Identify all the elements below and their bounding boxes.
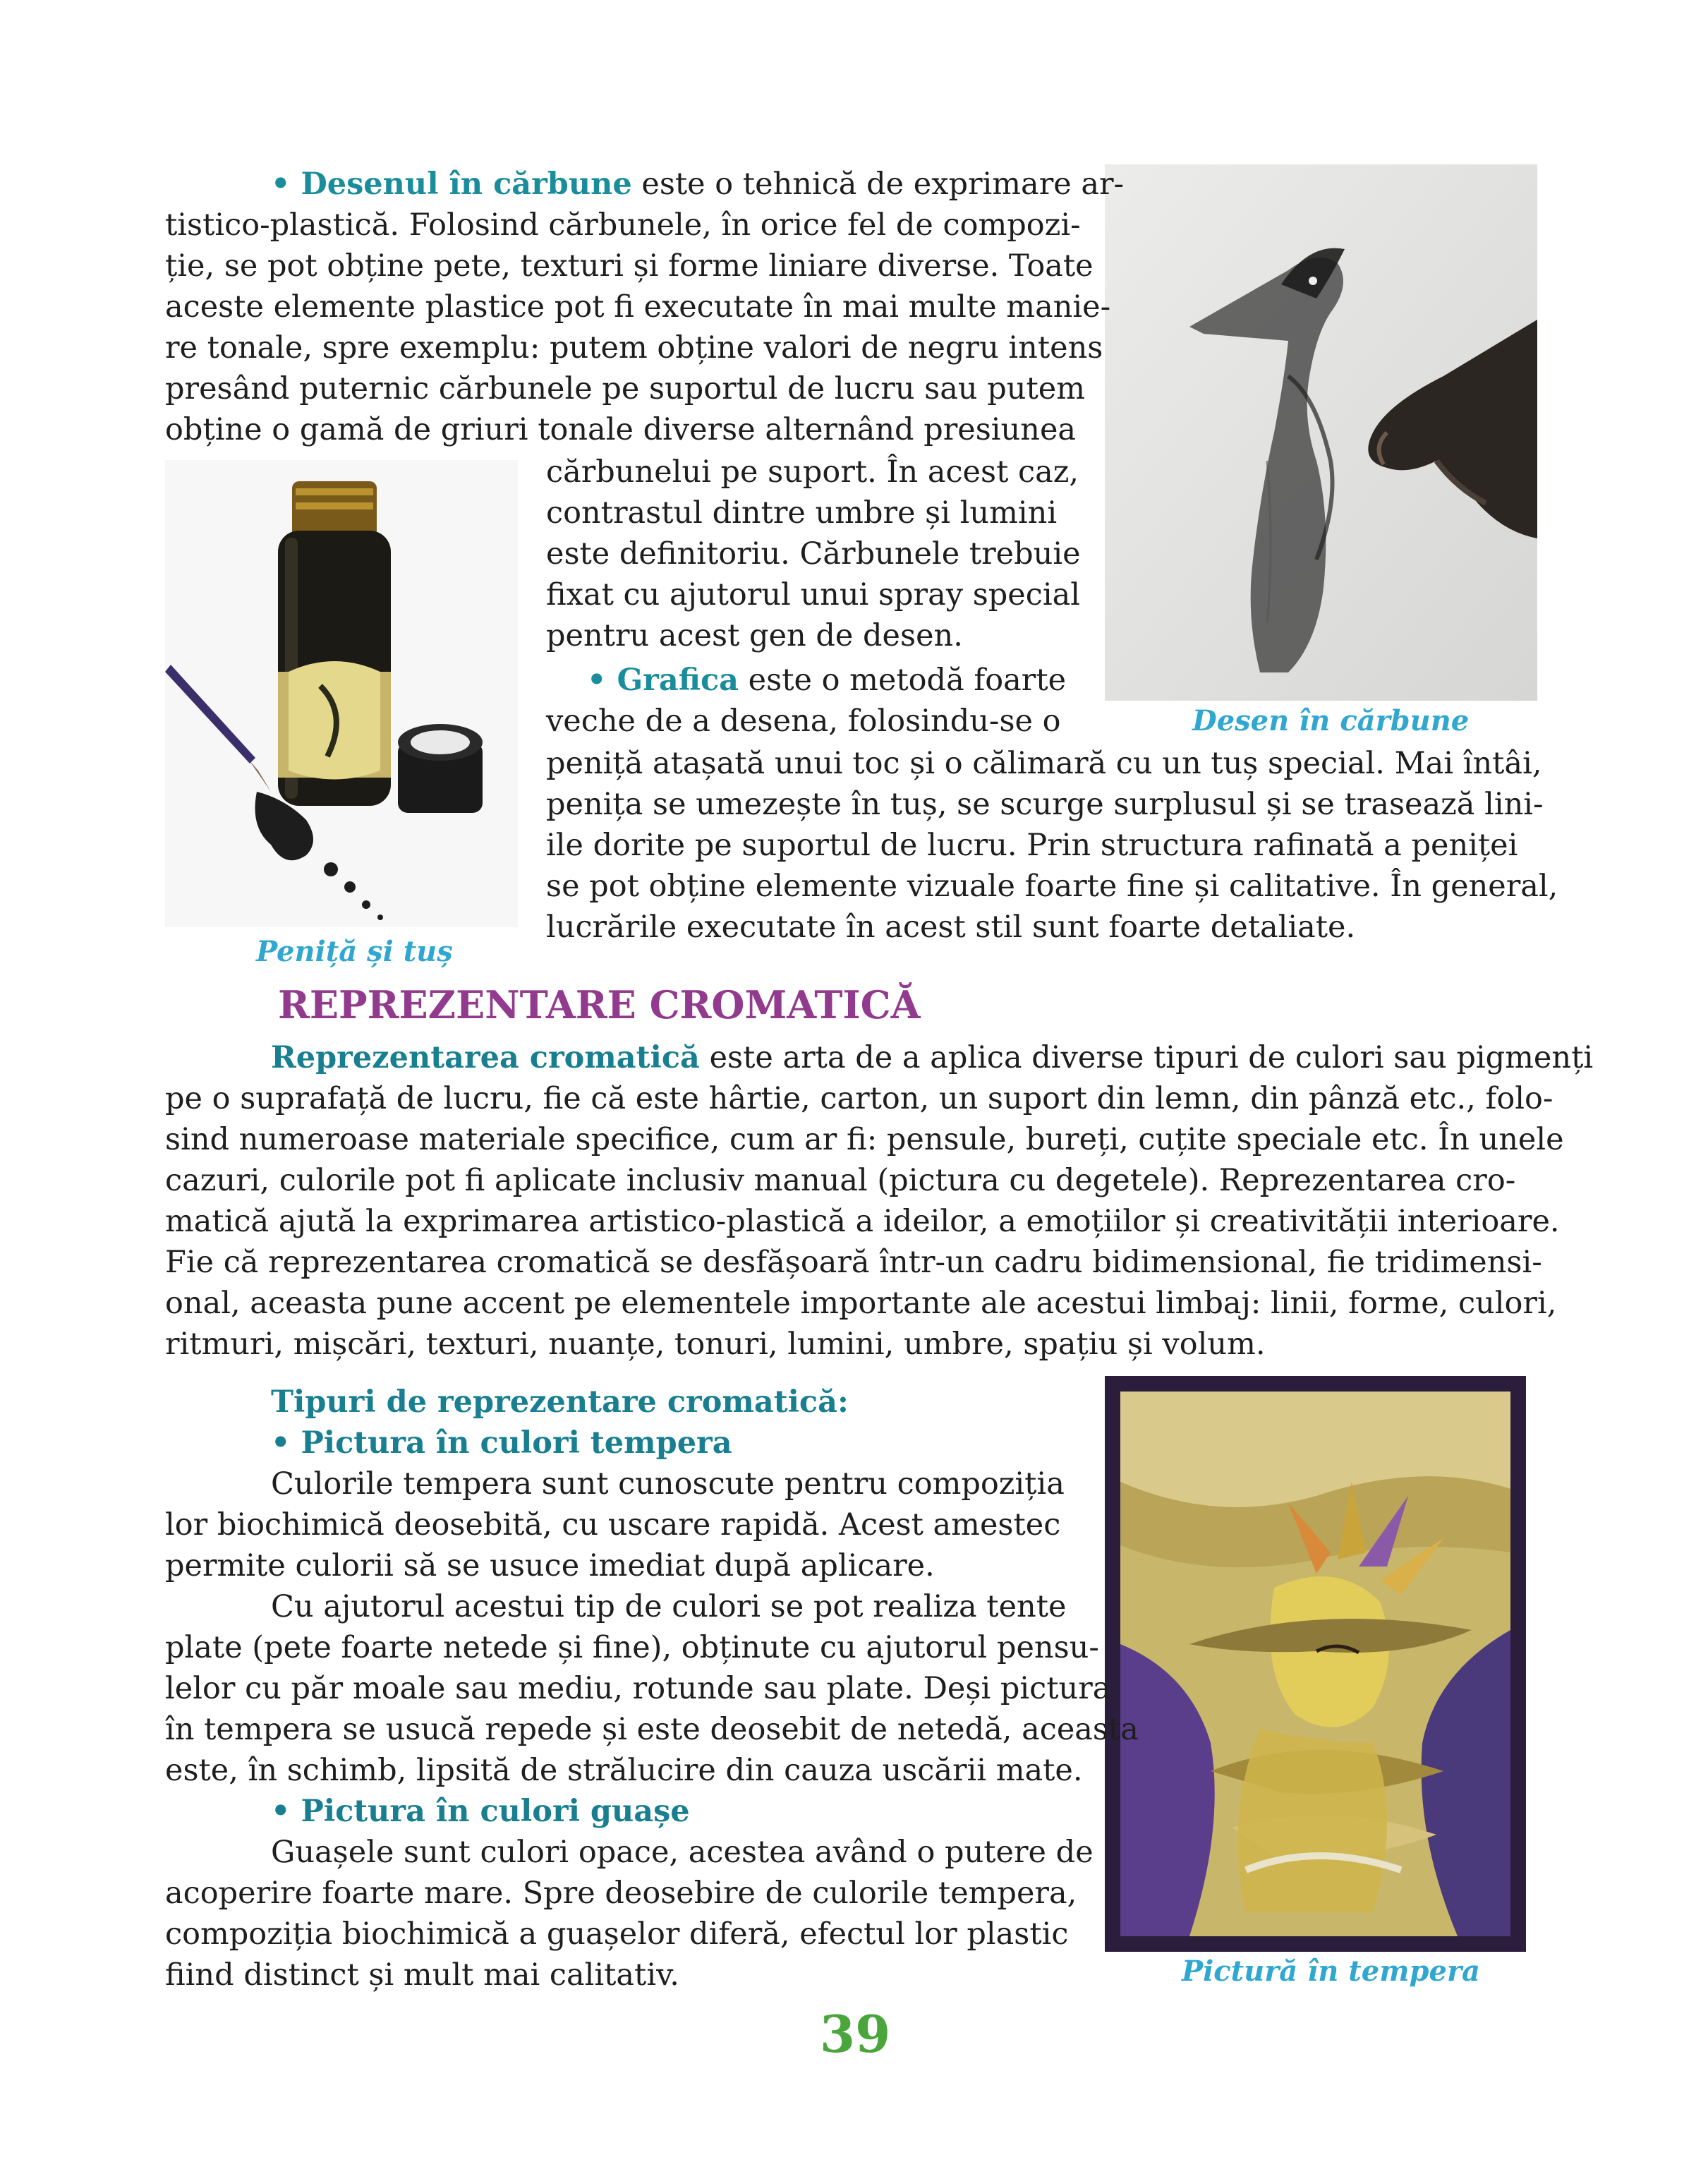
charcoal-paragraph-line-10: este definitoriu. Cărbunele trebuie — [546, 536, 1081, 572]
types-subheading: Tipuri de reprezentare cromatică: — [271, 1384, 849, 1420]
grafica-paragraph-line-3: peniță atașată unui toc și o călimară cu un tuș special. Mai întâi, — [546, 746, 1542, 781]
charcoal-paragraph-line-4: aceste elemente plastice pot fi executate în mai multe manie- — [165, 289, 1111, 325]
charcoal-paragraph-line-11: fixat cu ajutorul unui spray special — [546, 577, 1080, 612]
charcoal-paragraph-line-6: presând puternic cărbunele pe suportul de lucru sau putem — [165, 371, 1085, 406]
cromatic-paragraph-line-6: Fie că reprezentarea cromatică se desfășoară într-un cadru bidimensional, fie tridimensi- — [165, 1245, 1542, 1280]
tempera-line-8: este, în schimb, lipsită de strălucire din cauza uscării mate. — [165, 1753, 1083, 1788]
cromatic-paragraph-line-2: pe o suprafață de lucru, fie că este hârtie, carton, un suport din lemn, din pânză etc., folo- — [165, 1081, 1553, 1116]
tempera-line-4: Cu ajutorul acestui tip de culori se pot realiza tente — [271, 1589, 1067, 1624]
charcoal-paragraph-line-1 — [271, 164, 1124, 205]
guase-line-3: compoziția biochimică a guașelor diferă, efectul lor plastic — [165, 1917, 1069, 1952]
grafica-paragraph-line-5: ile dorite pe suportul de lucru. Prin structura rafinată a peniței — [546, 828, 1518, 863]
line-rest: este o metodă foarte — [739, 663, 1067, 698]
term-cromatica: Reprezentarea cromatică — [271, 1040, 700, 1075]
tempera-line-1: Culorile tempera sunt cunoscute pentru compoziția — [271, 1466, 1065, 1502]
bullet: • — [587, 663, 607, 698]
caption-ink: Peniță și tuș — [256, 935, 453, 968]
ink-and-nib-photo — [165, 460, 518, 927]
tempera-line-6: lelor cu păr moale sau mediu, rotunde sau plate. Deși pictura — [165, 1671, 1111, 1706]
caption-tempera: Pictură în tempera — [1182, 1955, 1480, 1988]
cromatic-paragraph-line-8: ritmuri, mișcări, texturi, nuanțe, tonuri, lumini, umbre, spațiu și volum. — [165, 1327, 1266, 1362]
guase-line-2: acoperire foarte mare. Spre deosebire de culorile tempera, — [165, 1876, 1077, 1911]
term-grafica: Grafica — [606, 663, 739, 698]
charcoal-paragraph-line-9: contrastul dintre umbre și lumini — [546, 495, 1058, 531]
guase-line-1: Guașele sunt culori opace, acestea având o putere de — [271, 1835, 1094, 1870]
charcoal-paragraph-line-5: re tonale, spre exemplu: putem obține valori de negru intens — [165, 330, 1103, 366]
charcoal-paragraph-line-8: cărbunelui pe suport. În acest caz, — [546, 454, 1079, 490]
cromatic-paragraph-line-5: matică ajută la exprimarea artistico-plastică a ideilor, a emoțiilor și creativității interioare. — [165, 1204, 1560, 1239]
tempera-painting-photo — [1105, 1376, 1526, 1952]
tempera-line-5: plate (pete foarte netede și fine), obținute cu ajutorul pensu- — [165, 1630, 1099, 1665]
charcoal-paragraph-line-3: ție, se pot obține pete, texturi și forme liniare diverse. Toate — [165, 248, 1094, 284]
grafica-paragraph-line-4: penița se umezește în tuș, se scurge surplusul și se trasează lini- — [546, 787, 1544, 822]
guase-line-4: fiind distinct și mult mai calitativ. — [165, 1957, 679, 1993]
cromatic-paragraph-line-3: sind numeroase materiale specifice, cum ar fi: pensule, bureți, cuțite speciale etc. În unele — [165, 1122, 1564, 1157]
caption-charcoal: Desen în cărbune — [1192, 704, 1470, 737]
charcoal-paragraph-line-2: tistico-plastică. Folosind cărbunele, în orice fel de compozi- — [165, 207, 1081, 243]
charcoal-paragraph-line-7: obține o gamă de griuri tonale diverse alternând presiunea — [165, 412, 1077, 447]
bullet: • — [271, 167, 291, 202]
grafica-paragraph-line-1 — [587, 660, 1066, 701]
cromatic-paragraph-line-1 — [271, 1037, 1593, 1078]
line-rest: este o tehnică de exprimare ar- — [631, 167, 1125, 202]
charcoal-drawing-photo — [1105, 164, 1537, 701]
charcoal-paragraph-line-12: pentru acest gen de desen. — [546, 618, 963, 653]
grafica-paragraph-line-2: veche de a desena, folosindu-se o — [546, 704, 1061, 739]
tempera-line-2: lor biochimică deosebită, cu uscare rapidă. Acest amestec — [165, 1507, 1061, 1543]
cromatic-paragraph-line-7: onal, aceasta pune accent pe elementele importante ale acestui limbaj: linii, forme, culori, — [165, 1286, 1557, 1321]
section-heading: REPREZENTARE CROMATICĂ — [278, 982, 921, 1027]
grafica-paragraph-line-7: lucrările executate în acest stil sunt foarte detaliate. — [546, 910, 1356, 945]
term-charcoal: Desenul în cărbune — [290, 167, 632, 202]
tempera-title: • Pictura în culori tempera — [271, 1425, 732, 1461]
guase-title: • Pictura în culori guașe — [271, 1794, 690, 1829]
page-number: 39 — [820, 2004, 891, 2064]
grafica-paragraph-line-6: se pot obține elemente vizuale foarte fine și calitative. În general, — [546, 869, 1558, 904]
tempera-line-3: permite culorii să se usuce imediat după aplicare. — [165, 1548, 935, 1583]
line-rest: este arta de a aplica diverse tipuri de culori sau pigmenți — [699, 1040, 1594, 1075]
cromatic-paragraph-line-4: cazuri, culorile pot fi aplicate inclusiv manual (pictura cu degetele). Reprezentarea cro- — [165, 1163, 1516, 1198]
tempera-line-7: în tempera se usucă repede și este deosebit de netedă, aceasta — [165, 1712, 1139, 1747]
